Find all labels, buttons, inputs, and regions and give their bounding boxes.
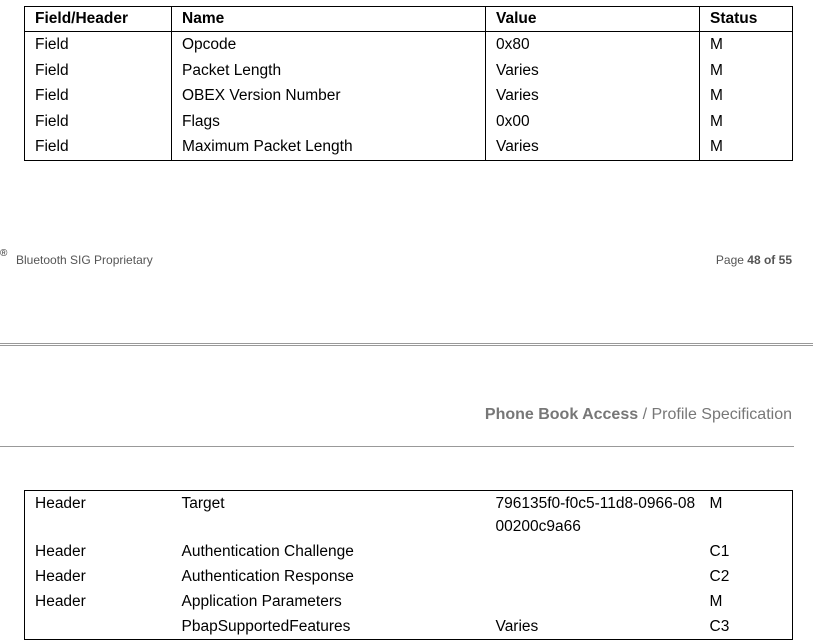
cell-status: M bbox=[700, 109, 793, 135]
cell-name: Opcode bbox=[172, 32, 486, 58]
cell-name: Application Parameters bbox=[181, 593, 342, 610]
table-row bbox=[25, 539, 793, 564]
cell-type: Field bbox=[35, 87, 69, 104]
table-row bbox=[25, 83, 793, 109]
header-rule bbox=[0, 446, 794, 447]
cell-type: Field bbox=[35, 61, 69, 79]
cell-value: Varies bbox=[486, 58, 700, 84]
page-number: 48 of 55 bbox=[747, 253, 792, 267]
cell-value: 0x80 bbox=[486, 32, 700, 58]
table-row bbox=[25, 491, 793, 540]
cell-type: Header bbox=[35, 568, 86, 585]
cell-name: Authentication Response bbox=[181, 568, 354, 585]
cell-status: C3 bbox=[709, 618, 730, 635]
document-subtitle: Profile Specification bbox=[651, 406, 792, 423]
cell-value: Varies bbox=[486, 83, 700, 109]
column-header-value: Value bbox=[486, 7, 700, 32]
page-break-separator bbox=[0, 343, 813, 346]
cell-value bbox=[486, 589, 700, 614]
cell-status: C1 bbox=[709, 543, 730, 560]
table-row bbox=[25, 134, 793, 160]
page-prefix: Page bbox=[715, 253, 744, 267]
cell-type: Header bbox=[35, 495, 86, 512]
cell-name: Authentication Challenge bbox=[181, 543, 354, 560]
cell-status: M bbox=[700, 134, 793, 160]
footer-proprietary-notice: Bluetooth SIG Proprietary bbox=[16, 253, 153, 267]
document-title: Phone Book Access bbox=[484, 406, 639, 423]
registered-mark: ® bbox=[0, 248, 8, 259]
connect-fields-table bbox=[24, 6, 793, 161]
table-row bbox=[25, 589, 793, 614]
header-separator: / bbox=[642, 406, 648, 423]
cell-name: PbapSupportedFeatures bbox=[181, 618, 351, 635]
cell-value bbox=[486, 539, 700, 564]
table-header-row bbox=[25, 7, 793, 32]
cell-name: Maximum Packet Length bbox=[172, 134, 486, 160]
footer-page-number bbox=[716, 253, 792, 267]
cell-type: Field bbox=[35, 36, 69, 53]
table-row bbox=[25, 58, 793, 84]
table-row bbox=[25, 614, 793, 640]
cell-status: M bbox=[700, 32, 793, 58]
cell-name: Target bbox=[181, 495, 225, 512]
cell-value: 796135f0-f0c5-11d8-0966-0800200c9a66 bbox=[495, 495, 696, 535]
cell-status: C2 bbox=[709, 568, 730, 585]
column-header-field-header: Field/Header bbox=[25, 7, 172, 32]
cell-status: M bbox=[700, 83, 793, 109]
connect-headers-table bbox=[24, 490, 793, 640]
table-row bbox=[25, 109, 793, 135]
column-header-name: Name bbox=[172, 7, 486, 32]
cell-status: M bbox=[709, 593, 723, 610]
cell-type: Header bbox=[35, 593, 86, 610]
cell-status: M bbox=[700, 58, 793, 84]
cell-name: OBEX Version Number bbox=[172, 83, 486, 109]
cell-value: 0x00 bbox=[486, 109, 700, 135]
cell-name: Flags bbox=[172, 109, 486, 135]
table-row bbox=[25, 564, 793, 589]
column-header-status: Status bbox=[700, 7, 793, 32]
cell-name: Packet Length bbox=[172, 58, 486, 84]
cell-type bbox=[25, 614, 172, 640]
cell-value: Varies bbox=[495, 618, 539, 635]
cell-value: Varies bbox=[486, 134, 700, 160]
table-row bbox=[25, 32, 793, 58]
cell-type: Field bbox=[35, 138, 69, 155]
cell-value bbox=[486, 564, 700, 589]
cell-type: Field bbox=[35, 112, 69, 130]
cell-status: M bbox=[709, 495, 723, 512]
running-header bbox=[485, 406, 792, 424]
cell-type: Header bbox=[35, 543, 86, 560]
